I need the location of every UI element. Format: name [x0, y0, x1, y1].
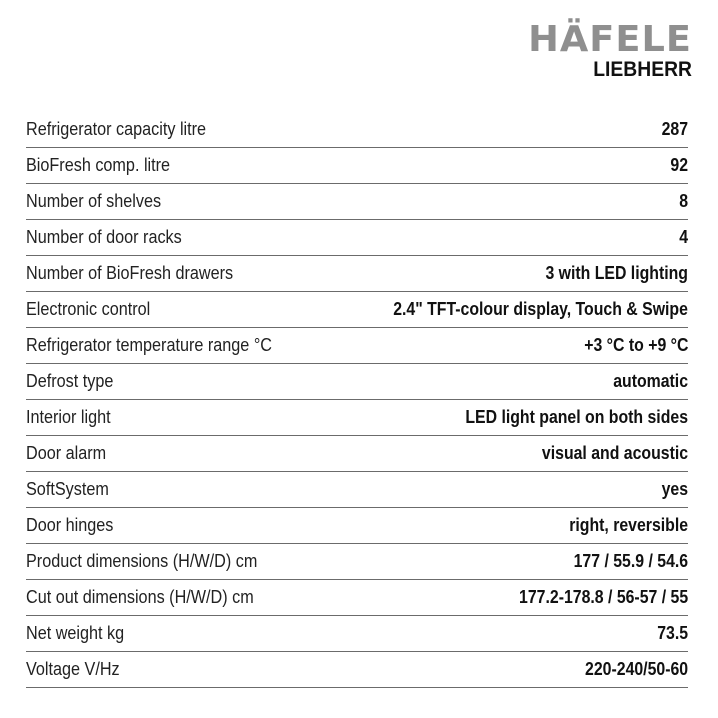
spec-label: SoftSystem	[26, 479, 109, 499]
spec-row-voltage	[26, 652, 688, 688]
spec-row-door-racks	[26, 220, 688, 256]
spec-row-softsystem	[26, 472, 688, 508]
spec-label: Number of BioFresh drawers	[26, 263, 234, 283]
spec-row-biofresh-capacity	[26, 148, 688, 184]
spec-label: Net weight kg	[26, 623, 125, 643]
spec-label: Electronic control	[26, 299, 151, 319]
spec-label: Door alarm	[26, 443, 107, 463]
spec-label: BioFresh comp. litre	[26, 155, 171, 175]
spec-row-door-alarm	[26, 436, 688, 472]
spec-row-interior-light	[26, 400, 688, 436]
spec-value: 3 with LED lighting	[545, 263, 688, 283]
spec-value: +3 °C to +9 °C	[583, 335, 688, 355]
spec-value: yes	[661, 479, 688, 499]
spec-label: Cut out dimensions (H/W/D) cm	[26, 587, 254, 607]
spec-value: automatic	[613, 371, 688, 391]
spec-label: Product dimensions (H/W/D) cm	[26, 551, 258, 571]
brand-logo	[492, 19, 692, 81]
spec-label: Door hinges	[26, 515, 114, 535]
hafele-logo: HÄFELE	[528, 19, 692, 60]
spec-value: 73.5	[657, 623, 688, 643]
spec-label: Defrost type	[26, 371, 114, 391]
spec-value: LED light panel on both sides	[465, 407, 688, 427]
spec-row-biofresh-drawers	[26, 256, 688, 292]
spec-value: right, reversible	[569, 515, 688, 535]
spec-value: 8	[679, 191, 688, 211]
spec-value: visual and acoustic	[541, 443, 688, 463]
spec-row-net-weight	[26, 616, 688, 652]
liebherr-logo: LIEBHERR	[593, 58, 692, 81]
spec-value: 4	[679, 227, 688, 247]
spec-value: 287	[661, 119, 688, 139]
spec-row-door-hinges	[26, 508, 688, 544]
spec-row-defrost-type	[26, 364, 688, 400]
spec-row-cut-out-dimensions	[26, 580, 688, 616]
spec-label: Voltage V/Hz	[26, 659, 120, 679]
spec-value: 92	[670, 155, 688, 175]
spec-row-temperature-range	[26, 328, 688, 364]
spec-label: Interior light	[26, 407, 111, 427]
spec-row-product-dimensions	[26, 544, 688, 580]
spec-value: 177 / 55.9 / 54.6	[573, 551, 688, 571]
spec-label: Refrigerator capacity litre	[26, 119, 207, 139]
spec-value: 2.4" TFT-colour display, Touch & Swipe	[393, 299, 688, 319]
spec-table	[26, 112, 688, 688]
spec-value: 177.2-178.8 / 56-57 / 55	[518, 587, 688, 607]
spec-row-shelves	[26, 184, 688, 220]
spec-label: Number of shelves	[26, 191, 162, 211]
spec-row-refrigerator-capacity	[26, 112, 688, 148]
spec-label: Number of door racks	[26, 227, 182, 247]
spec-row-electronic-control	[26, 292, 688, 328]
spec-label: Refrigerator temperature range °C	[26, 335, 272, 355]
spec-value: 220-240/50-60	[584, 659, 688, 679]
